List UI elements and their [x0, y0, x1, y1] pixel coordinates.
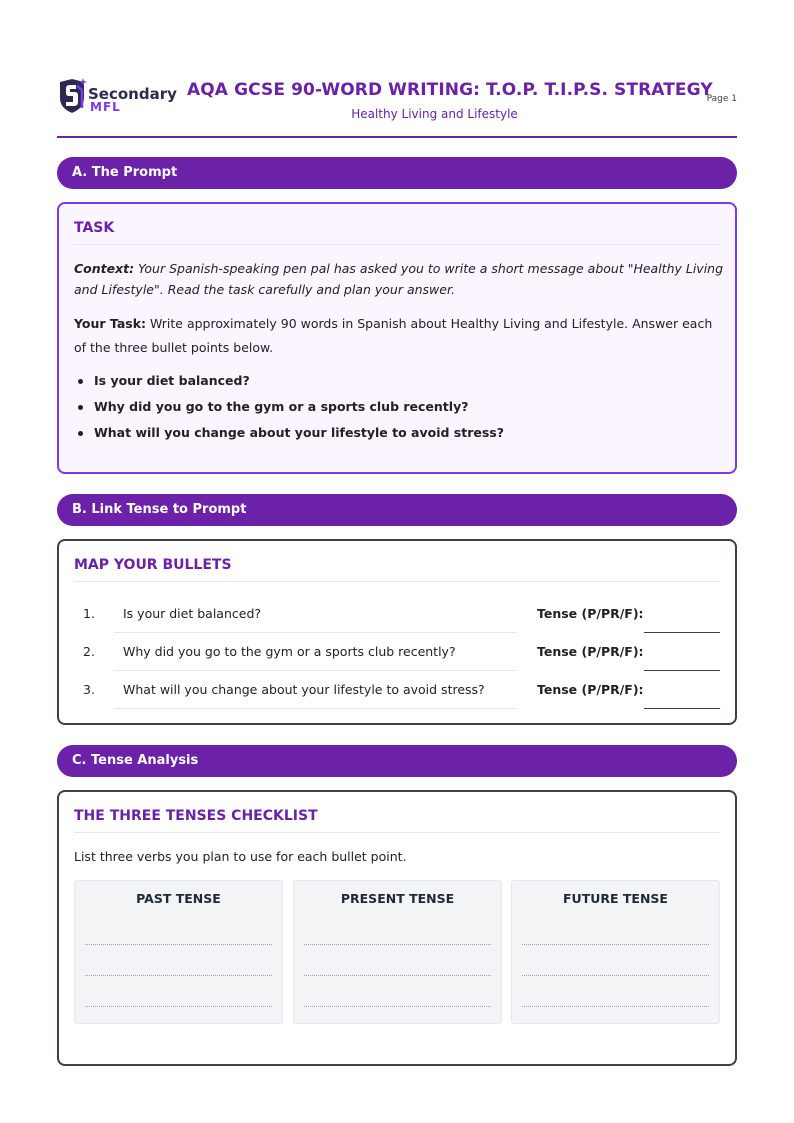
context-label: Context: — [74, 261, 135, 276]
section-b-heading: B. Link Tense to Prompt — [57, 494, 737, 526]
verb-answer-line[interactable] — [85, 944, 272, 945]
section-a-heading: A. The Prompt — [57, 157, 737, 189]
your-task-label: Your Task: — [74, 316, 147, 331]
verb-answer-line[interactable] — [304, 944, 491, 945]
bullet-point-list — [74, 368, 504, 446]
column-heading: FUTURE TENSE — [563, 891, 668, 906]
map-row-prompt: Is your diet balanced? — [114, 595, 517, 633]
map-bullets-box — [57, 539, 737, 725]
verb-answer-line[interactable] — [304, 975, 491, 976]
tense-label: Tense (P/PR/F): — [537, 644, 644, 659]
map-bullets-title: MAP YOUR BULLETS — [74, 557, 720, 582]
section-c-heading: C. Tense Analysis — [57, 745, 737, 777]
page-header — [57, 76, 737, 138]
page-subtitle: Healthy Living and Lifestyle — [351, 107, 518, 121]
verb-answer-line[interactable] — [522, 1006, 709, 1007]
page-title: AQA GCSE 90-WORD WRITING: T.O.P. T.I.P.S. STRATEGY — [187, 80, 713, 100]
bullet-point: Is your diet balanced? — [74, 368, 504, 394]
present-tense-column — [293, 880, 502, 1024]
your-task-paragraph — [74, 312, 724, 360]
tenses-checklist-box — [57, 790, 737, 1066]
context-text: Your Spanish-speaking pen pal has asked you to write a short message about "Healthy Living and Lifestyle". Read the task carefully and plan your answer. — [74, 261, 724, 297]
tense-label: Tense (P/PR/F): — [537, 682, 644, 697]
verb-answer-line[interactable] — [85, 975, 272, 976]
map-row-number: 3. — [83, 682, 95, 697]
secondary-mfl-logo — [57, 78, 177, 118]
logo-text-primary: Secondary — [88, 85, 177, 103]
map-row-number: 2. — [83, 644, 95, 659]
context-paragraph — [74, 258, 724, 300]
map-row-prompt: Why did you go to the gym or a sports club recently? — [114, 633, 517, 671]
tense-label: Tense (P/PR/F): — [537, 606, 644, 621]
map-row-prompt: What will you change about your lifestyle to avoid stress? — [114, 671, 517, 709]
task-box-title: TASK — [74, 220, 720, 245]
verb-answer-line[interactable] — [85, 1006, 272, 1007]
map-row-number: 1. — [83, 606, 95, 621]
past-tense-column — [74, 880, 283, 1024]
verb-answer-line[interactable] — [522, 975, 709, 976]
bullet-point: Why did you go to the gym or a sports club recently? — [74, 394, 504, 420]
map-row — [74, 595, 722, 633]
checklist-instructions: List three verbs you plan to use for each bullet point. — [74, 849, 407, 864]
tenses-checklist-title: THE THREE TENSES CHECKLIST — [74, 808, 720, 833]
logo-shield-icon — [57, 78, 87, 114]
your-task-text: Write approximately 90 words in Spanish about Healthy Living and Lifestyle. Answer each of the three bullet points below. — [74, 316, 713, 355]
page-number: Page 1 — [706, 94, 737, 104]
verb-answer-line[interactable] — [304, 1006, 491, 1007]
tense-answer-line[interactable] — [644, 708, 720, 709]
column-heading: PAST TENSE — [136, 891, 221, 906]
verb-answer-line[interactable] — [522, 944, 709, 945]
column-heading: PRESENT TENSE — [340, 891, 455, 906]
task-box — [57, 202, 737, 474]
bullet-point: What will you change about your lifestyle to avoid stress? — [74, 420, 504, 446]
future-tense-column — [511, 880, 720, 1024]
logo-text-secondary: MFL — [90, 100, 121, 114]
map-row — [74, 671, 722, 709]
map-row — [74, 633, 722, 671]
